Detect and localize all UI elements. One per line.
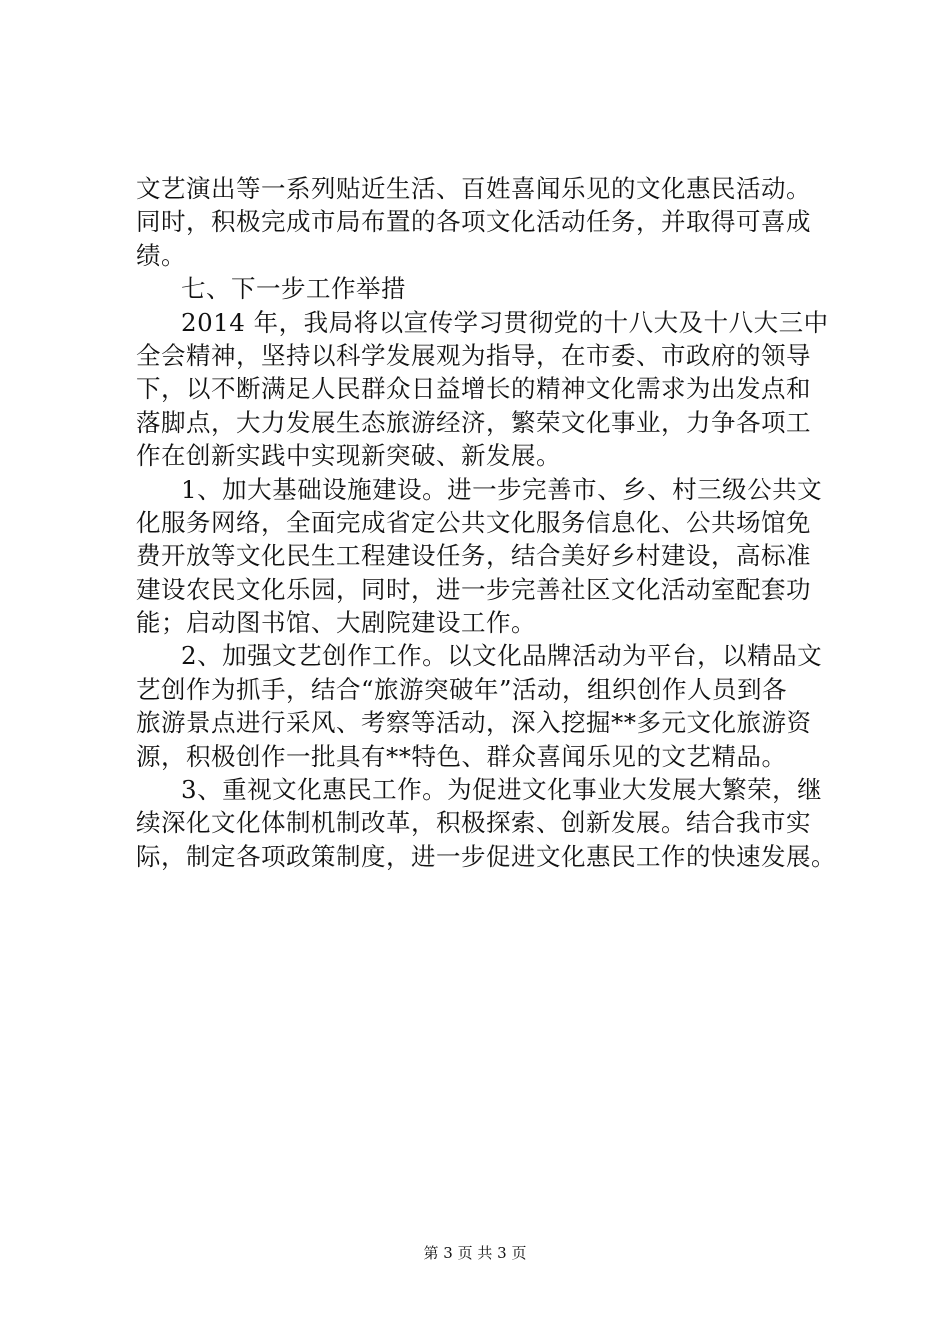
- document-body: [136, 172, 836, 873]
- text-line: 能；启动图书馆、大剧院建设工作。: [136, 608, 536, 638]
- text-line: 源，积极创作一批具有**特色、群众喜闻乐见的文艺精品。: [136, 741, 787, 771]
- text-line: 文艺演出等一系列贴近生活、百姓喜闻乐见的文化惠民活动。: [136, 174, 811, 203]
- text-line: 3、重视文化惠民工作。为促进文化事业大发展大繁荣，继: [181, 775, 823, 805]
- text-line: 同时，积极完成市局布置的各项文化活动任务，并取得可喜成: [136, 207, 811, 237]
- text-line: 作在创新实践中实现新突破、新发展。: [136, 441, 561, 471]
- text-line: 1、加大基础设施建设。进一步完善市、乡、村三级公共文: [181, 474, 823, 504]
- text-line: 全会精神，坚持以科学发展观为指导，在市委、市政府的领导: [136, 340, 811, 370]
- text-line: 艺创作为抓手，结合“旅游突破年”活动，组织创作人员到各: [136, 674, 788, 704]
- text-line: 建设农民文化乐园，同时，进一步完善社区文化活动室配套功: [136, 574, 811, 604]
- text-line: 旅游景点进行采风、考察等活动，深入挖掘**多元文化旅游资: [136, 708, 812, 738]
- page-footer: 第 3 页 共 3 页: [423, 1244, 527, 1262]
- text-line: 续深化文化体制机制改革，积极探索、创新发展。结合我市实: [136, 808, 811, 838]
- text-line: 2014 年，我局将以宣传学习贯彻党的十八大及十八大三中: [181, 307, 829, 337]
- text-line: 落脚点，大力发展生态旅游经济，繁荣文化事业，力争各项工: [136, 407, 811, 437]
- section-heading: 七、下一步工作举措: [181, 274, 406, 304]
- text-line: 化服务网络，全面完成省定公共文化服务信息化、公共场馆免: [136, 507, 811, 537]
- text-line: 下，以不断满足人民群众日益增长的精神文化需求为出发点和: [136, 374, 811, 404]
- text-line: 费开放等文化民生工程建设任务，结合美好乡村建设，高标准: [136, 541, 811, 571]
- text-line: 2、加强文艺创作工作。以文化品牌活动为平台，以精品文: [181, 641, 823, 671]
- text-line: 绩。: [136, 240, 186, 270]
- text-line: 际，制定各项政策制度，进一步促进文化惠民工作的快速发展。: [136, 841, 836, 871]
